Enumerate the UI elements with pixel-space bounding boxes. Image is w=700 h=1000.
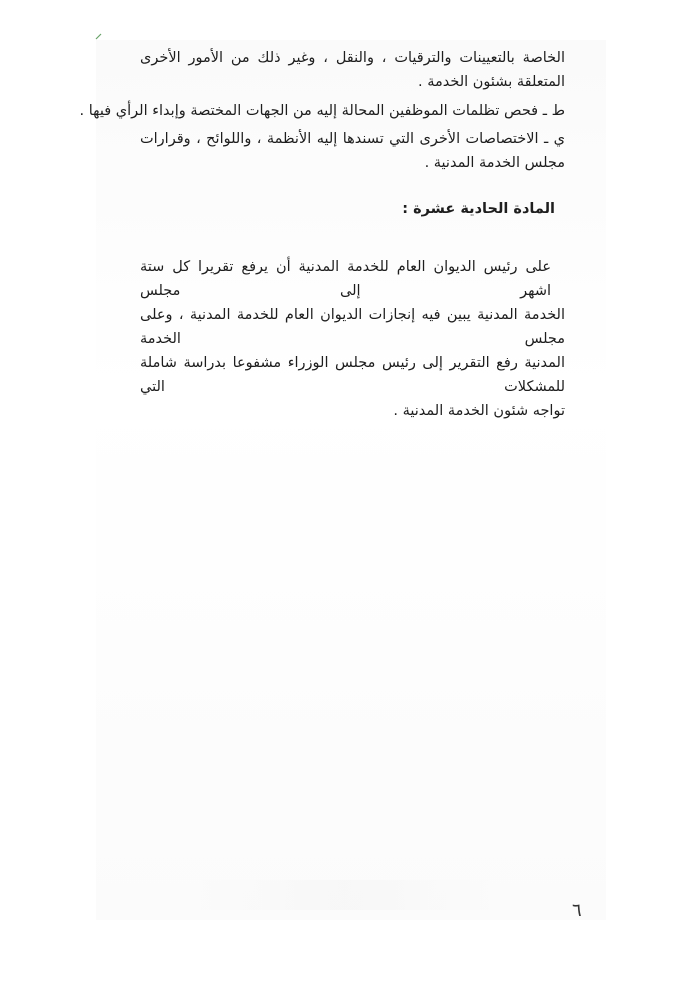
page-number: ٦ xyxy=(572,900,582,921)
text-line: الخاصة بالتعيينات والترقيات ، والنقل ، وغير ذلك من الأمور الأخرى xyxy=(140,50,565,66)
text-line: تواجه شئون الخدمة المدنية . xyxy=(393,403,565,419)
text-line: على رئيس الديوان العام للخدمة المدنية أن يرفع تقريرا كل ستة اشهر إلى مجلس xyxy=(140,259,551,299)
list-item-ya xyxy=(140,127,565,175)
text-line: ط ـ فحص تظلمات الموظفين المحالة إليه من الجهات المختصة وإبداء الرأي فيها . xyxy=(79,103,565,119)
list-item-ta xyxy=(79,99,565,123)
scan-artifact xyxy=(180,880,510,910)
corner-tick-mark xyxy=(95,32,103,40)
article-body-paragraph xyxy=(140,255,565,423)
article-heading: المادة الحادية عشرة : xyxy=(402,201,555,217)
text-line: المتعلقة بشئون الخدمة . xyxy=(418,74,565,90)
list-continuation-paragraph xyxy=(140,46,565,94)
text-line: ي ـ الاختصاصات الأخرى التي تسندها إليه الأنظمة ، واللوائح ، وقرارات xyxy=(140,131,565,147)
text-line: المدنية رفع التقرير إلى رئيس مجلس الوزراء مشفوعا بدراسة شاملة للمشكلات التي xyxy=(140,355,565,395)
text-line: مجلس الخدمة المدنية . xyxy=(424,155,565,171)
text-line: الخدمة المدنية يبين فيه إنجازات الديوان العام للخدمة المدنية ، وعلى مجلس الخدمة xyxy=(140,307,565,347)
